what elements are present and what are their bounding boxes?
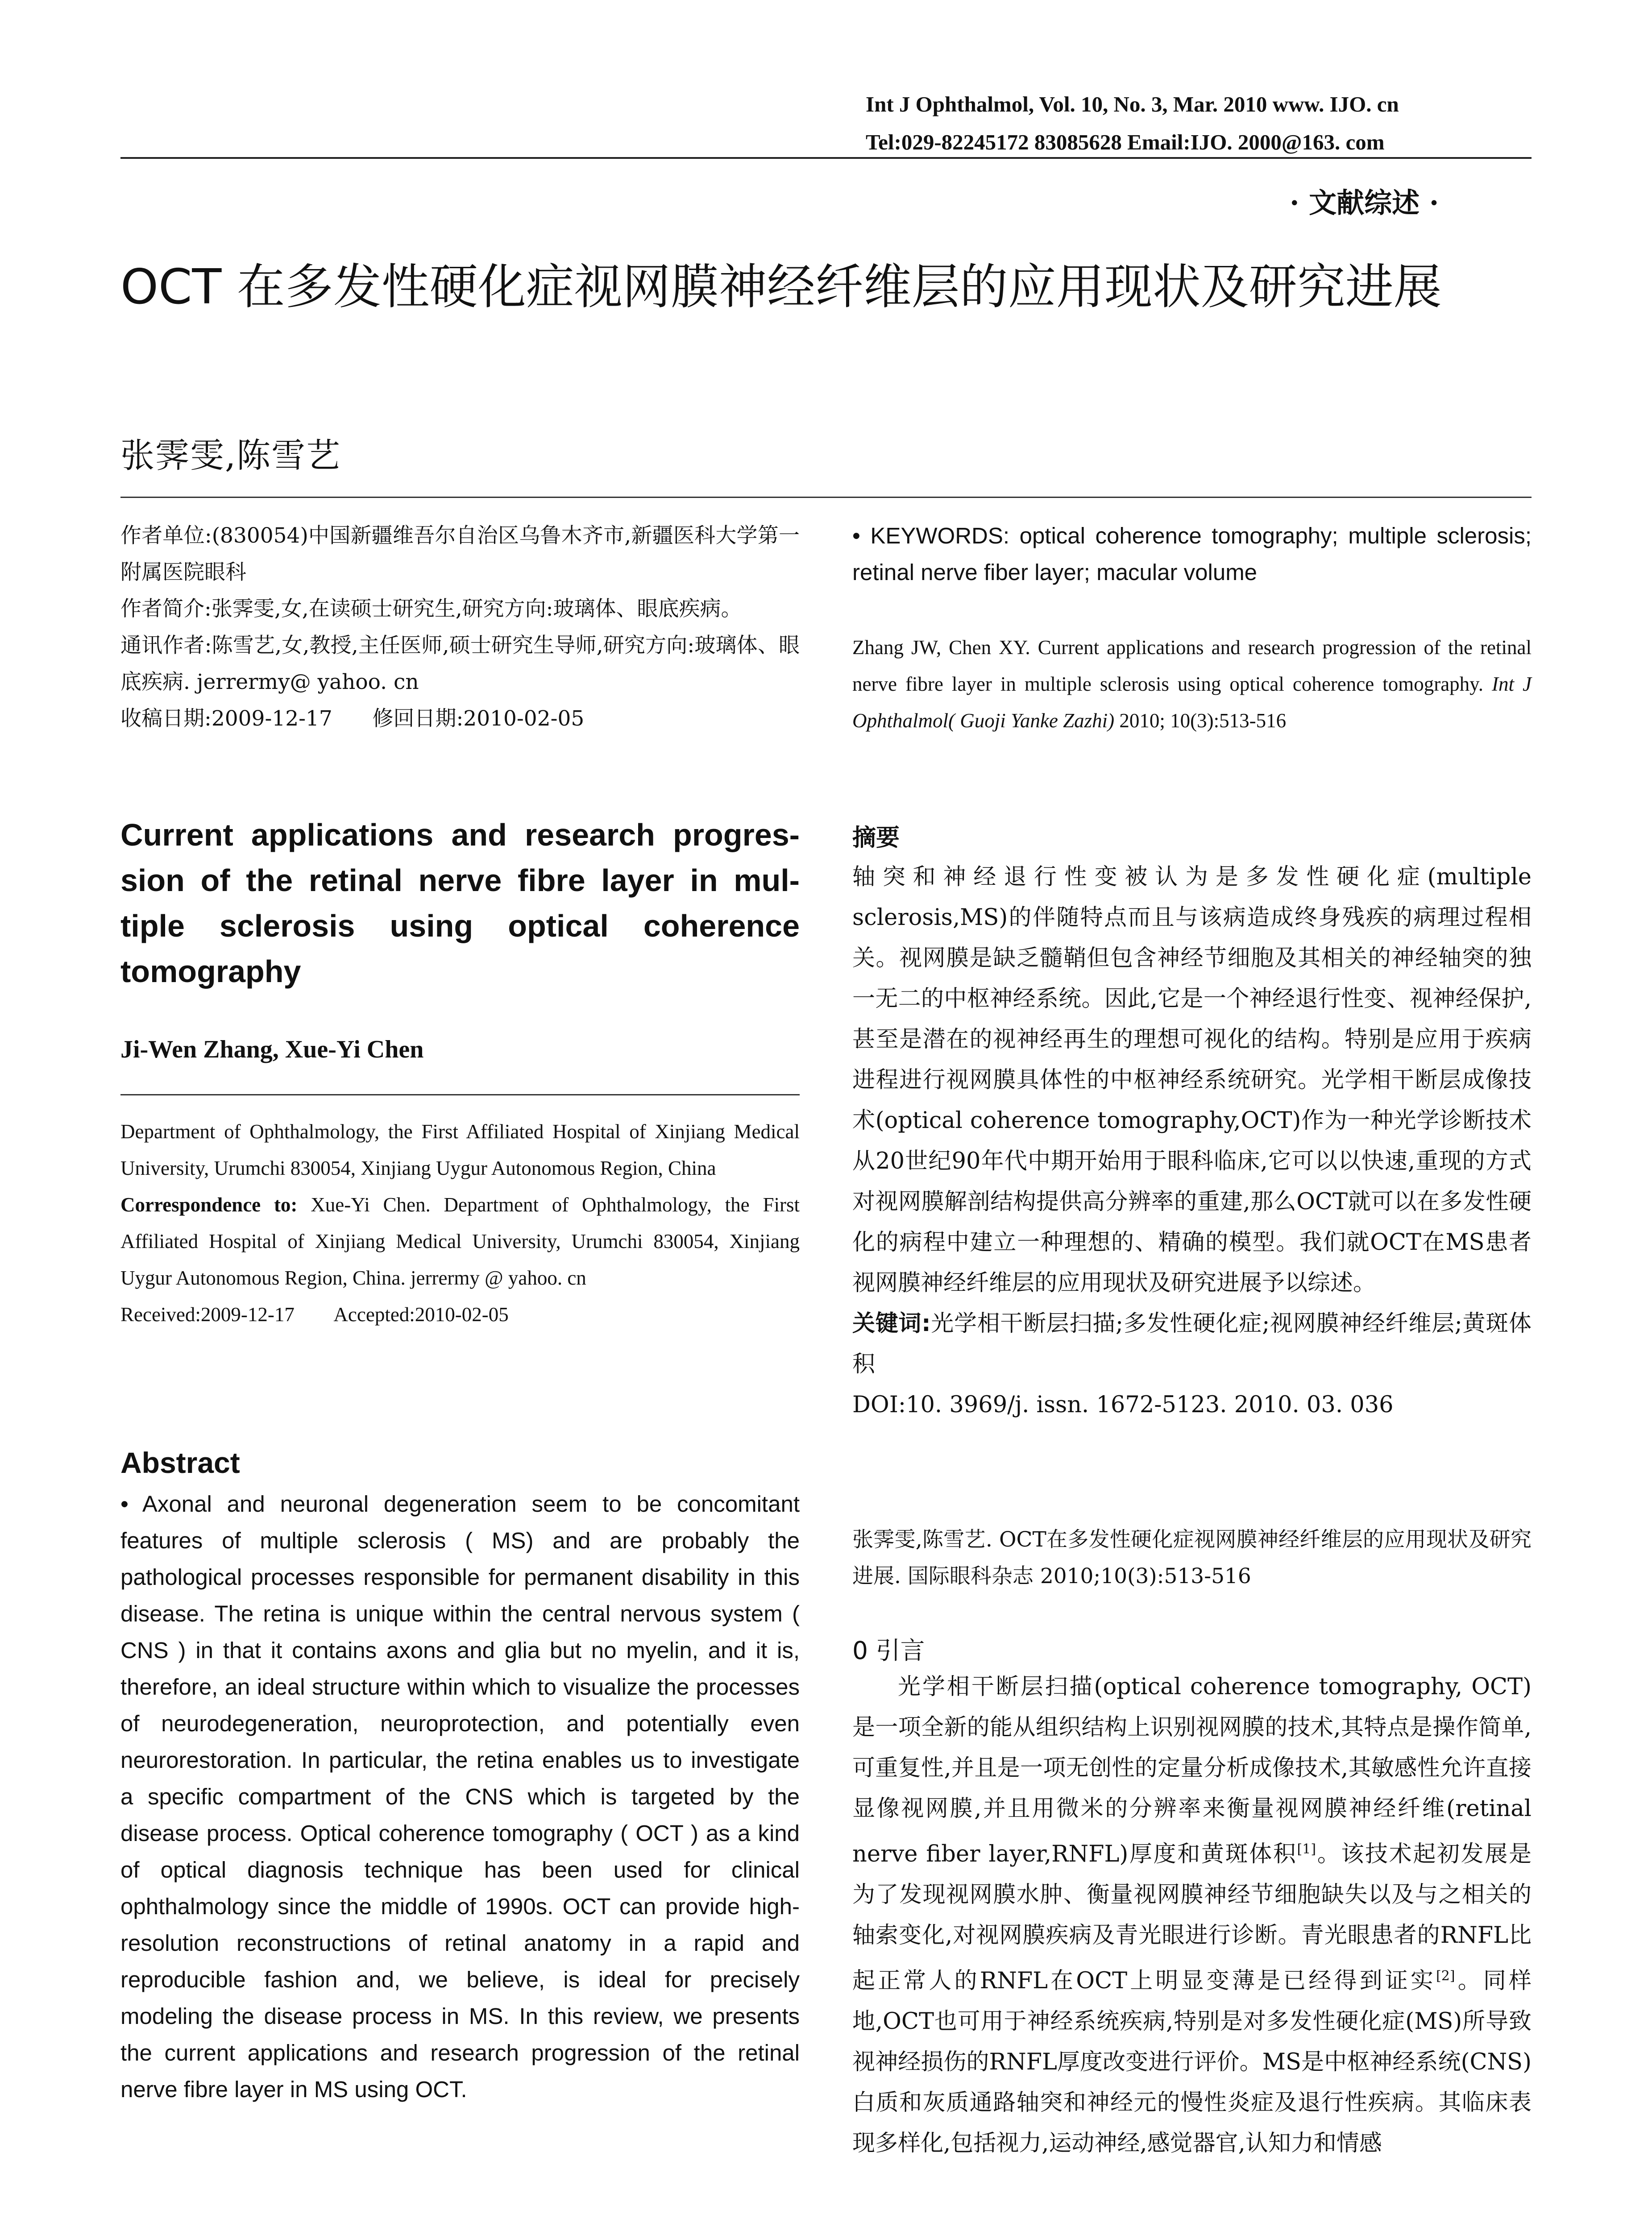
reference-1: [1] xyxy=(1297,1841,1316,1857)
keywords-english: • KEYWORDS: optical coherence tomography; multiple sclerosis; retinal nerve fiber layer; macular volume xyxy=(852,523,1532,585)
english-title: Current applications and research progres-sion of the retinal nerve fibre layer in mul-tiple sclerosis using optical coherence tomography xyxy=(120,817,800,989)
keywords-cn: 光学相干断层扫描;多发性硬化症;视网膜神经纤维层;黄斑体积 xyxy=(852,1310,1532,1377)
zhaiyao-heading: 摘要 xyxy=(852,824,900,851)
abstract-body: • Axonal and neuronal degeneration seem to be concomitant features of multiple sclerosis ( MS) and are probably the pathological processes responsible for permanent disability in this disease. The retina is unique within the central nervous system ( CNS ) in that it contains axons and glia but no myelin, and it is, therefore, an ideal structure within which to visualize the processes of neurodegeneration, neuroprotection, and potentially even neurorestoration. In particular, the retina enables us to investigate a specific compartment of the CNS which is targeted by the disease process. Optical coherence tomography ( OCT ) as a kind of optical diagnosis technique has been used for clinical ophthalmology since the middle of 1990s. OCT can provide high-resolution reconstructions of retinal anatomy in a rapid and reproducible fashion and, we believe, is ideal for precisely modeling the disease process in MS. In this review, we presents the current applications and research progression of the retinal nerve fibre layer in MS using OCT. xyxy=(120,1491,800,2102)
english-authors: Ji-Wen Zhang, Xue-Yi Chen xyxy=(120,1036,424,1063)
abstract-heading: Abstract xyxy=(120,1446,240,1479)
intro-heading: 0 引言 xyxy=(852,1636,925,1665)
journal-header-line1: Int J Ophthalmol, Vol. 10, No. 3, Mar. 2010 www. IJO. cn xyxy=(866,92,1399,116)
english-citation xyxy=(852,629,1532,739)
reference-2: [2] xyxy=(1436,1968,1455,1984)
chinese-citation: 张霁雯,陈雪艺. OCT在多发性硬化症视网膜神经纤维层的应用现状及研究进展. 国际眼科杂志 2010;10(3):513-516 xyxy=(852,1527,1532,1588)
intro-text-1: 光学相干断层扫描(optical coherence tomography, OCT)是一项全新的能从组织结构上识别视网膜的技术,其特点是操作简单,可重复性,并且是一项无创性的定量分析成像技术,其敏感性允许直接显像视网膜,并且用微米的分辨率来衡量视网膜神经纤维(retinal nerve fiber layer,RNFL)厚度和黄斑体积 xyxy=(852,1674,1532,1867)
header-rule xyxy=(120,157,1532,159)
journal-header-line2: Tel:029-82245172 83085628 Email:IJO. 2000@163. com xyxy=(866,130,1385,154)
authors-rule xyxy=(120,1094,800,1095)
citation-text: Zhang JW, Chen XY. Current applications and research progression of the retinal nerve fibre layer in multiple sclerosis using optical coherence tomography. xyxy=(852,636,1532,695)
keywords-cn-label: 关键词: xyxy=(852,1310,931,1337)
received-dates-cn: 收稿日期:2009-12-17 修回日期:2010-02-05 xyxy=(120,706,585,731)
received-accepted: Received:2009-12-17 Accepted:2010-02-05 xyxy=(120,1303,509,1326)
doi: DOI:10. 3969/j. issn. 1672-5123. 2010. 03. 036 xyxy=(852,1392,1394,1418)
citation-volume: 2010; 10(3):513-516 xyxy=(1114,709,1287,732)
authors-chinese: 张霁雯,陈雪艺 xyxy=(120,435,341,475)
citation-journal: Int J Ophthalmol( Guoji Yanke Zazhi) xyxy=(852,673,1532,732)
zhaiyao-text: 轴突和神经退行性变被认为是多发性硬化症(multiple sclerosis,MS)的伴随特点而且与该病造成终身残疾的病理过程相关。视网膜是缺乏髓鞘但包含神经节细胞及其相关的神经轴突的独一无二的中枢神经系统。因此,它是一个神经退行性变、视神经保护,甚至是潜在的视神经再生的理想可视化的结构。特别是应用于疾病进程进行视网膜具体性的中枢神经系统研究。光学相干断层成像技术(optical coherence tomography,OCT)作为一种光学诊断技术从20世纪90年代中期开始用于眼科临床,它可以以快速,重现的方式对视网膜解剖结构提供高分辨率的重建,那么OCT就可以在多发性硬化的病程中建立一种理想的、精确的模型。我们就OCT在MS患者视网膜神经纤维层的应用现状及研究进展予以综述。 xyxy=(852,864,1532,1296)
article-title: OCT 在多发性硬化症视网膜神经纤维层的应用现状及研究进展 xyxy=(120,259,1442,315)
correspondence-label: Correspondence to: xyxy=(120,1194,298,1216)
title-rule xyxy=(120,497,1532,498)
intro-text-3: 。同样地,OCT也可用于神经系统疾病,特别是对多发性硬化症(MS)所导致视神经损伤的RNFL厚度改变进行评价。MS是中枢神经系统(CNS)白质和灰质通路轴突和神经元的慢性炎症及退行性疾病。其临床表现多样化,包括视力,运动神经,感觉器官,认知力和情感 xyxy=(852,1968,1532,2156)
author-affiliation: 作者单位:(830054)中国新疆维吾尔自治区乌鲁木齐市,新疆医科大学第一附属医院眼科 xyxy=(120,523,800,585)
english-affiliation-block xyxy=(120,1113,800,1333)
correspondence-text: Xue-Yi Chen. Department of Ophthalmology, the First Affiliated Hospital of Xinjiang Medical University, Urumchi 830054, Xinjiang Uygur Autonomous Region, China. jerrermy @ yahoo. cn xyxy=(120,1194,800,1289)
author-bio: 作者简介:张霁雯,女,在读硕士研究生,研究方向:玻璃体、眼底疾病。 xyxy=(120,597,742,621)
zhaiyao-body xyxy=(852,857,1532,1425)
author-info-block xyxy=(120,518,800,737)
section-tag: · 文献综述 · xyxy=(1290,187,1439,219)
intro-paragraph xyxy=(852,1667,1532,2164)
corresponding-author: 通讯作者:陈雪艺,女,教授,主任医师,硕士研究生导师,研究方向:玻璃体、眼底疾病. jerrermy@ yahoo. cn xyxy=(120,633,800,694)
correspondence xyxy=(120,1186,800,1296)
department: Department of Ophthalmology, the First Affiliated Hospital of Xinjiang Medical University, Urumchi 830054, Xinjiang Uygur Autonomous Region, China xyxy=(120,1120,800,1179)
intro-text-2: 。该技术起初发展是为了发现视网膜水肿、衡量视网膜神经节细胞缺失以及与之相关的轴索变化,对视网膜疾病及青光眼进行诊断。青光眼患者的RNFL比起正常人的RNFL在OCT上明显变薄是已经得到证实 xyxy=(852,1841,1532,1994)
